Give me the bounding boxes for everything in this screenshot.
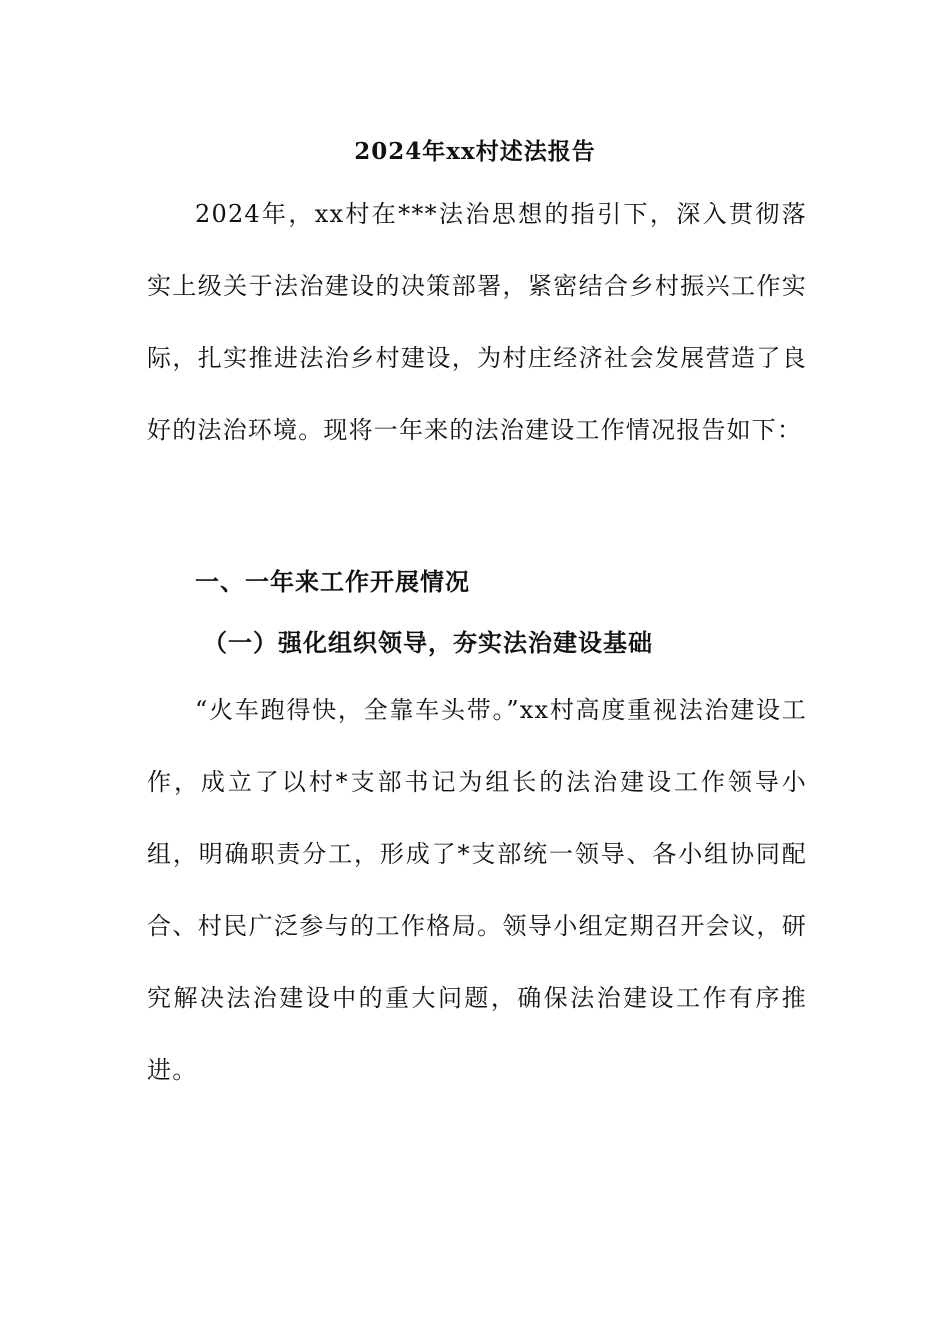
intro-paragraph: 2024年，xx村在***法治思想的指引下，深入贯彻落实上级关于法治建设的决策部署，紧密结合乡村振兴工作实际，扎实推进法治乡村建设，为村庄经济社会发展营造了良好的法治环境。现将一年来的法治建设工作情况报告如下：: [147, 200, 807, 444]
document-title: 2024年xx村述法报告: [354, 138, 596, 165]
body-paragraph: “火车跑得快，全靠车头带。”xx村高度重视法治建设工作，成立了以村*支部书记为组长的法治建设工作领导小组，明确职责分工，形成了*支部统一领导、各小组协同配合、村民广泛参与的工作格局。领导小组定期召开会议，研究解决法治建设中的重大问题，确保法治建设工作有序推进。: [147, 696, 807, 1084]
section-heading: 一、一年来工作开展情况: [195, 567, 470, 596]
subsection-heading: （一）强化组织领导，夯实法治建设基础: [203, 628, 653, 657]
